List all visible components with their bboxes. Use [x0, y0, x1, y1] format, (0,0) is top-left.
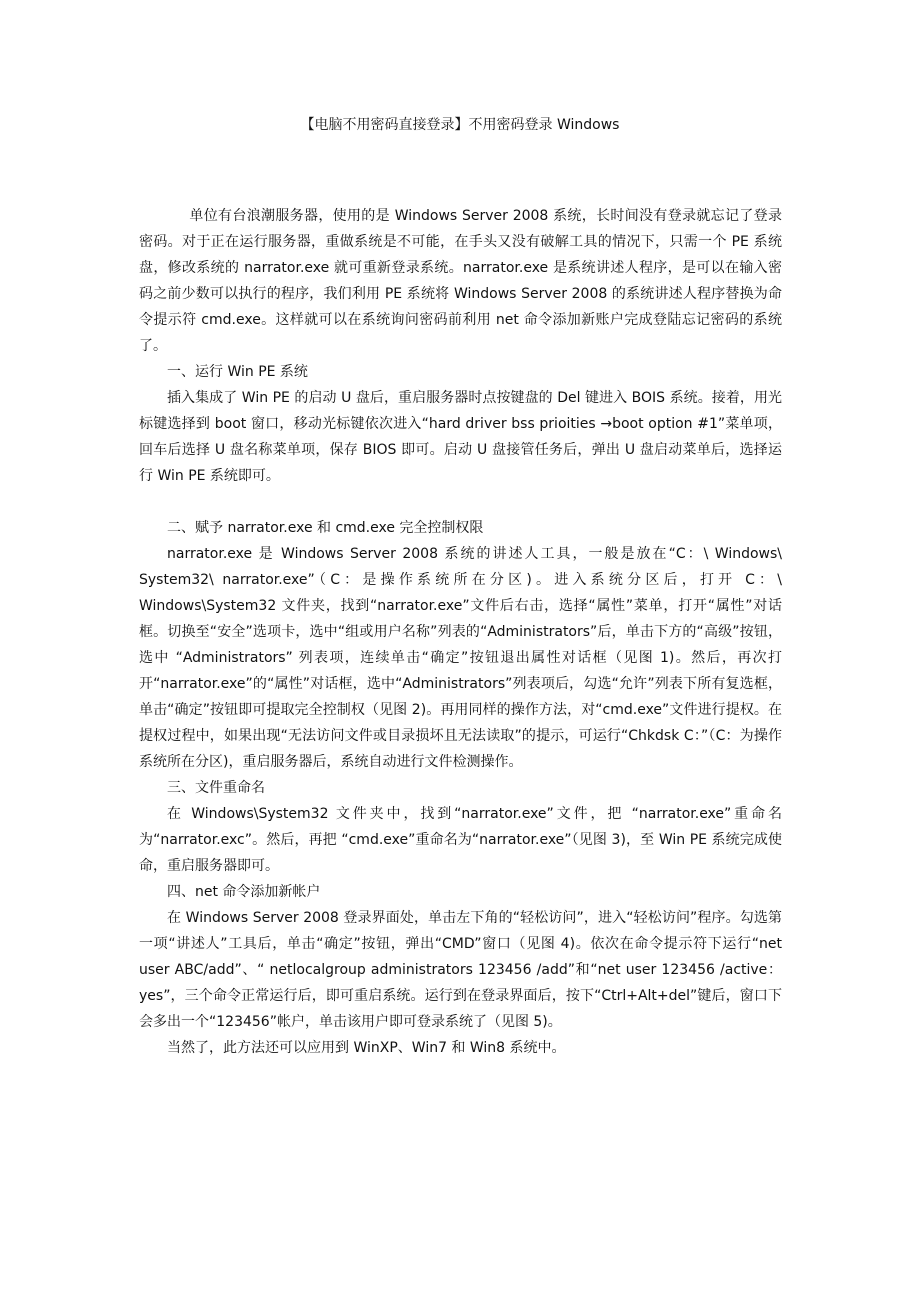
section-paragraph-3: 在 Windows\System32 文件夹中，找到“narrator.exe”文件，把 “narrator.exe”重命名为“narrator.exc”。然后，再把 “cmd.exe”重命名为“narrator.exe”（见图 3)，至 Win PE 系统完成使命，重启服务器即可。: [139, 806, 782, 874]
paragraph-spacer: [139, 489, 782, 515]
intro-paragraph: 单位有台浪潮服务器，使用的是 Windows Server 2008 系统，长时间没有登录就忘记了登录密码。对于正在运行服务器，重做系统是不可能，在手头又没有破解工具的情况下，只需一个 PE 系统盘，修改系统的 narrator.exe 就可重新登录系统。narrator.exe 是系统讲述人程序，是可以在输入密码之前少数可以执行的程序，我们利用 PE 系统将 Windows Server 2008 的系统讲述人程序替换为命令提示符 cmd.exe。这样就可以在系统询问密码前利用 net 命令添加新账户完成登陆忘记密码的系统了。: [139, 208, 782, 354]
document-body: [139, 203, 782, 1061]
section-heading-2: 二、赋予 narrator.exe 和 cmd.exe 完全控制权限: [167, 520, 484, 536]
section-heading-1: 一、运行 Win PE 系统: [167, 364, 308, 380]
closing-paragraph: 当然了，此方法还可以应用到 WinXP、Win7 和 Win8 系统中。: [167, 1040, 566, 1056]
section-heading-4: 四、net 命令添加新帐户: [167, 884, 321, 900]
section-paragraph-1: 插入集成了 Win PE 的启动 U 盘后，重启服务器时点按键盘的 Del 键进入 BOIS 系统。接着，用光标键选择到 boot 窗口，移动光标键依次进入“hard driver bss prioities →boot option #1”菜单项，回车后选择 U 盘名称菜单项，保存 BIOS 即可。启动 U 盘接管任务后，弹出 U 盘启动菜单后，选择运行 Win PE 系统即可。: [139, 390, 782, 484]
section-heading-3: 三、文件重命名: [167, 780, 265, 796]
section-paragraph-2: narrator.exe 是 Windows Server 2008 系统的讲述人工具，一般是放在“C：\ Windows\ System32\ narrator.exe”（C：是操作系统所在分区)。进入系统分区后，打开 C：\ Windows\System32 文件夹，找到“narrator.exe”文件后右击，选择“属性”菜单，打开“属性”对话框。切换至“安全”选项卡，选中“组或用户名称”列表的“Administrators”后，单击下方的“高级”按钮，选中 “Administrators” 列表项，连续单击“确定”按钮退出属性对话框（见图 1)。然后，再次打开“narrator.exe”的“属性”对话框，选中“Administrators”列表项后，勾选“允许”列表下所有复选框，单击“确定”按钮即可提取完全控制权（见图 2)。再用同样的操作方法，对“cmd.exe”文件进行提权。在提权过程中，如果出现“无法访问文件或目录损坏且无法读取”的提示，可运行“Chkdsk C：”（C：为操作系统所在分区)，重启服务器后，系统自动进行文件检测操作。: [139, 546, 782, 770]
document-title: 【电脑不用密码直接登录】不用密码登录 Windows: [300, 117, 620, 133]
section-paragraph-4: 在 Windows Server 2008 登录界面处，单击左下角的“轻松访问”，进入“轻松访问”程序。勾选第一项“讲述人”工具后，单击“确定”按钮，弹出“CMD”窗口（见图 4)。依次在命令提示符下运行“net user ABC/add”、“ netlocalgroup administrators 123456 /add”和“net user 123456 /active： yes”，三个命令正常运行后，即可重启系统。运行到在登录界面后，按下“Ctrl+Alt+del”键后，窗口下会多出一个“123456”帐户，单击该用户即可登录系统了（见图 5)。: [139, 910, 782, 1030]
